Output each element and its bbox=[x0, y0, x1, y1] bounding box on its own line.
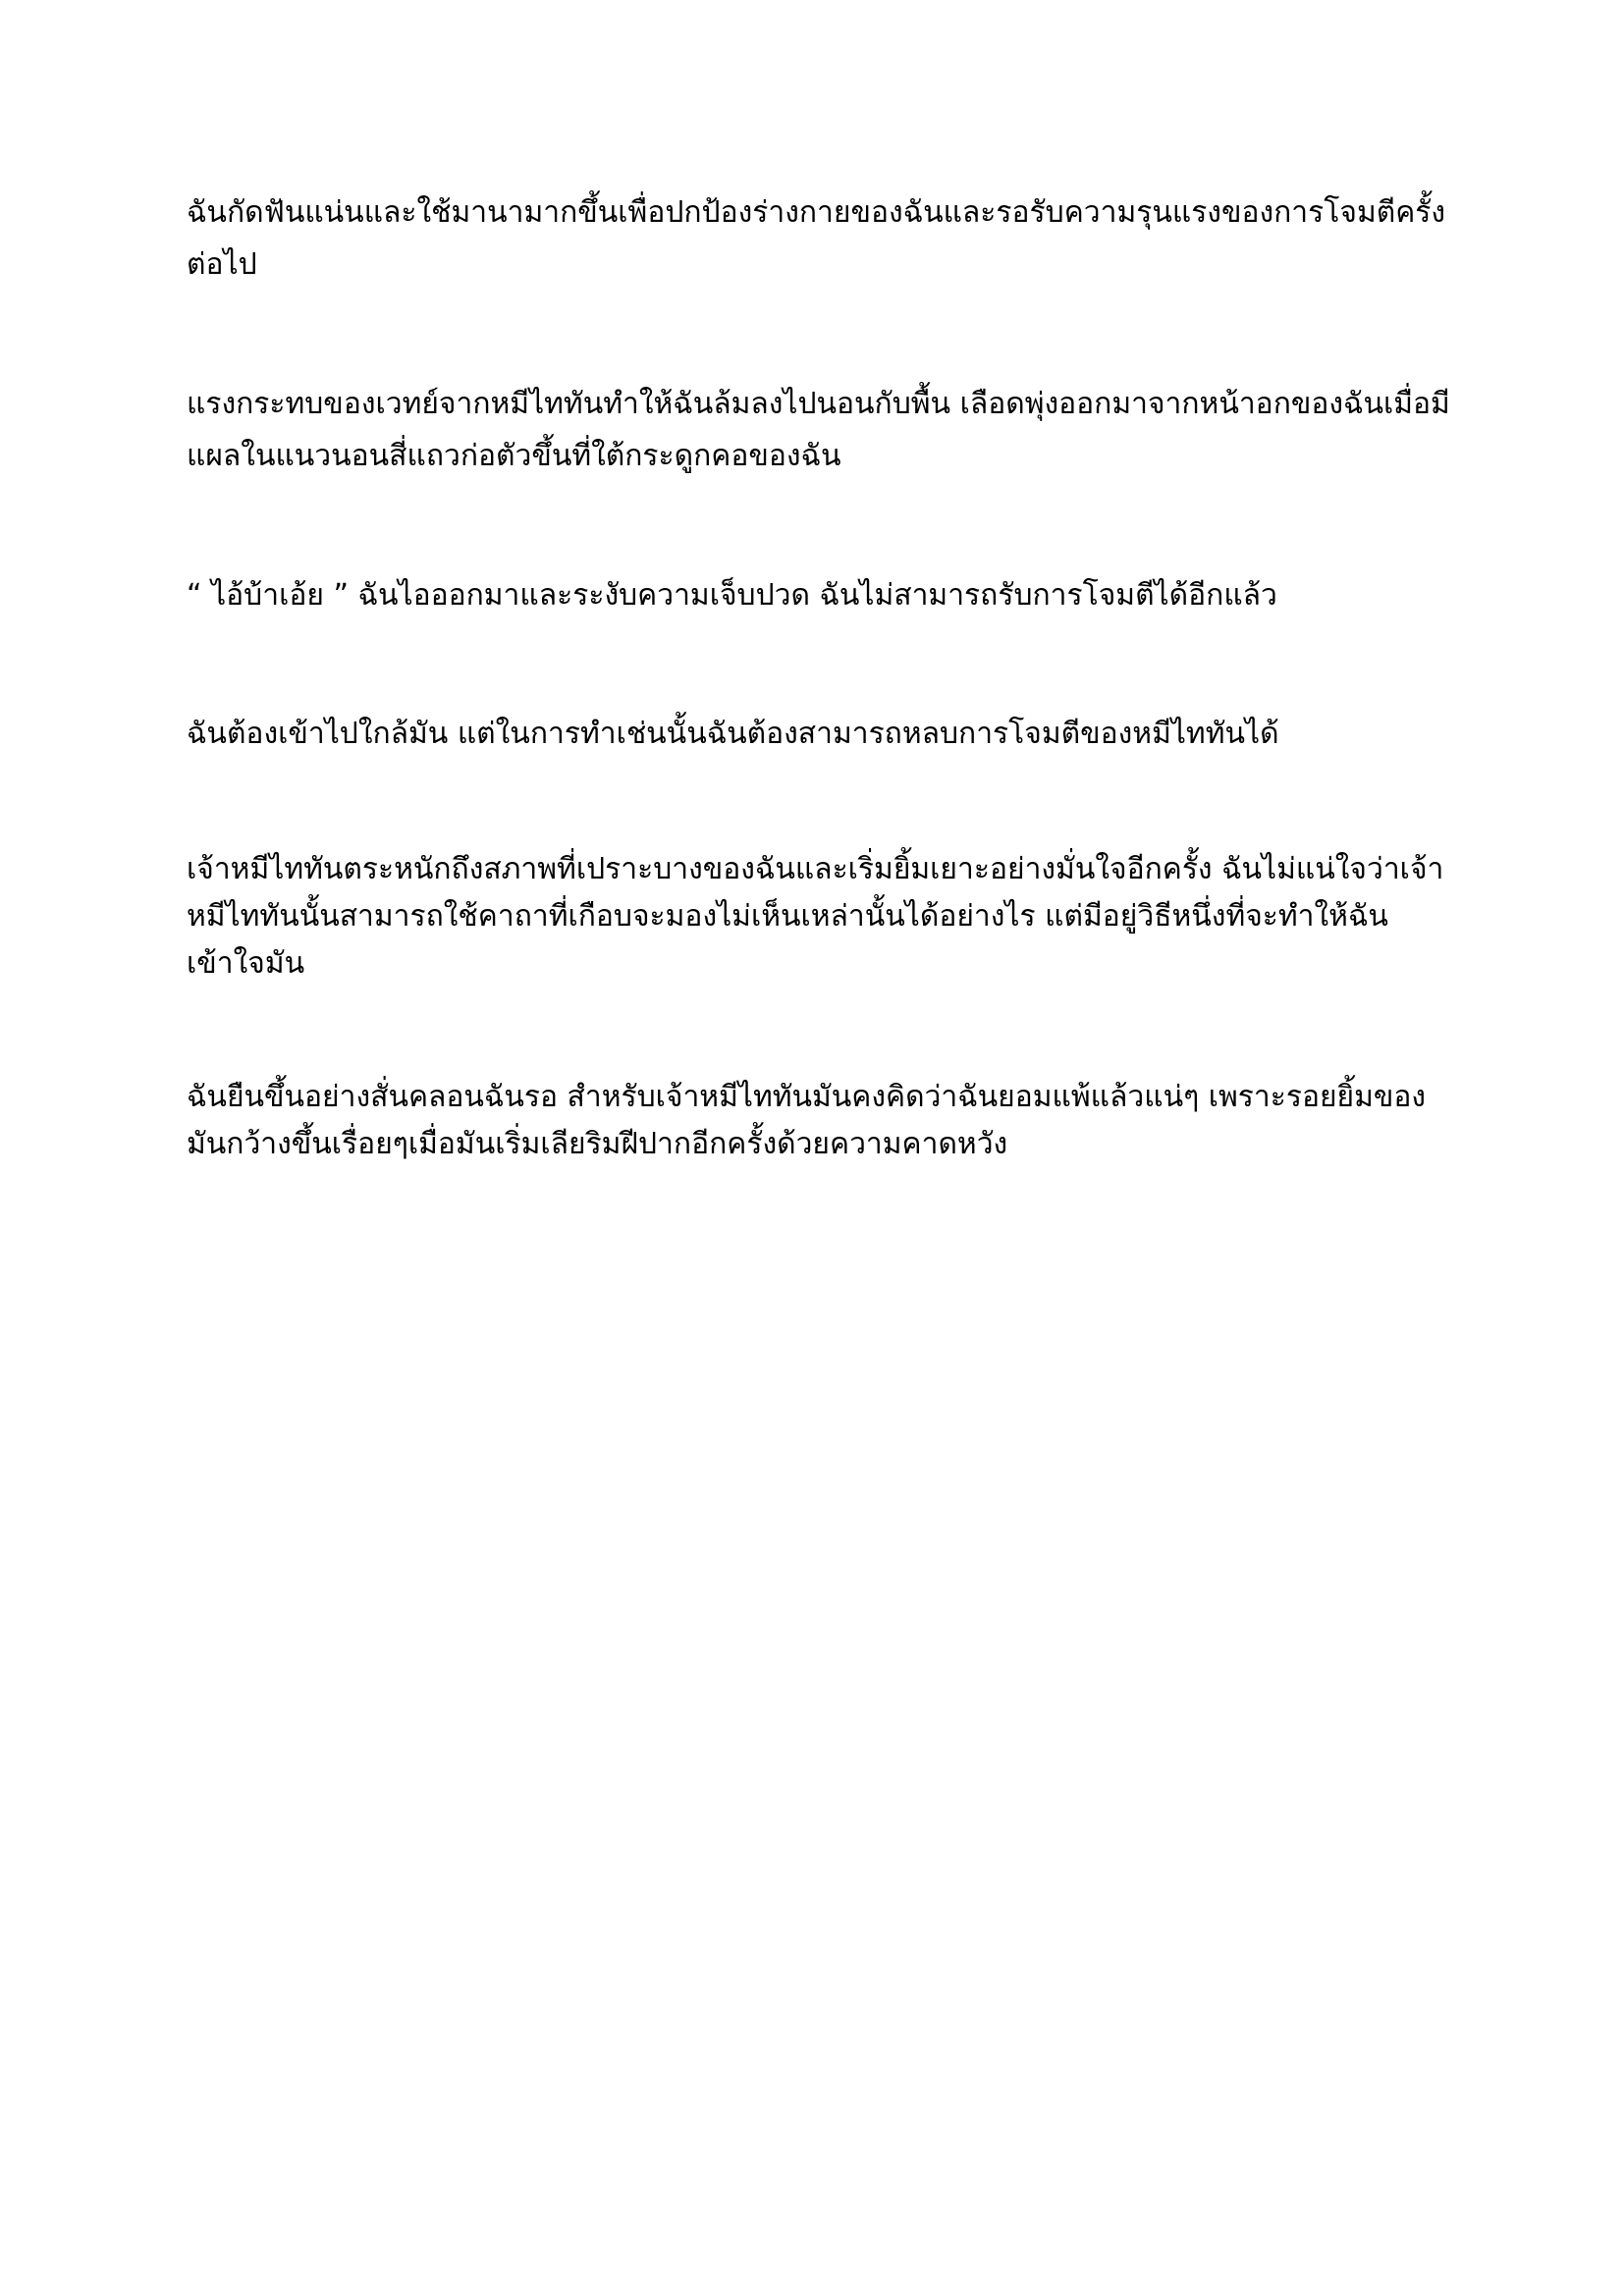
paragraph-2: แรงกระทบของเวทย์จากหมีไททันทำให้ฉันล้มลงไปนอนกับพื้น เลือดพุ่งออกมาจากหน้าอกของฉันเมื่อมีแผลในแนวนอนสี่แถวก่อตัวขึ้นที่ใต้กระดูกคอของฉัน bbox=[187, 386, 1450, 474]
paragraph-3: “ ไอ้บ้าเอ้ย ” ฉันไอออกมาและระงับความเจ็บปวด ฉันไม่สามารถรับการโจมตีได้อีกแล้ว bbox=[187, 577, 1277, 613]
paragraph-6: ฉันยืนขึ้นอย่างสั่นคลอนฉันรอ สำหรับเจ้าหมีไททันมันคงคิดว่าฉันยอมแพ้แล้วแน่ๆ เพราะรอยยิ้มของมันกว้างขึ้นเรื่อยๆเมื่อมันเริ่มเลียริมฝีปากอีกครั้งด้วยความคาดหวัง bbox=[187, 1080, 1427, 1162]
paragraph-1: ฉันกัดฟันแน่นและใช้มานามากขึ้นเพื่อปกป้องร่างกายของฉันและรอรับความรุนแรงของการโจมตีครั้งต่อไป bbox=[187, 195, 1446, 283]
paragraph-4: ฉันต้องเข้าไปใกล้มัน แต่ในการทำเช่นนั้นฉันต้องสามารถหลบการโจมตีของหมีไททันได้ bbox=[187, 716, 1279, 751]
document-body bbox=[187, 187, 1452, 1168]
paragraph-5: เจ้าหมีไททันตระหนักถึงสภาพที่เปราะบางของฉันและเริ่มยิ้มเยาะอย่างมั่นใจอีกครั้ง ฉันไม่แน่ใจว่าเจ้าหมีไททันนั้นสามารถใช้คาถาที่เกือบจะมองไม่เห็นเหล่านั้นได้อย่างไร แต่มีอยู่วิธีหนึ่งที่จะทำให้ฉันเข้าใจมัน bbox=[187, 852, 1444, 982]
